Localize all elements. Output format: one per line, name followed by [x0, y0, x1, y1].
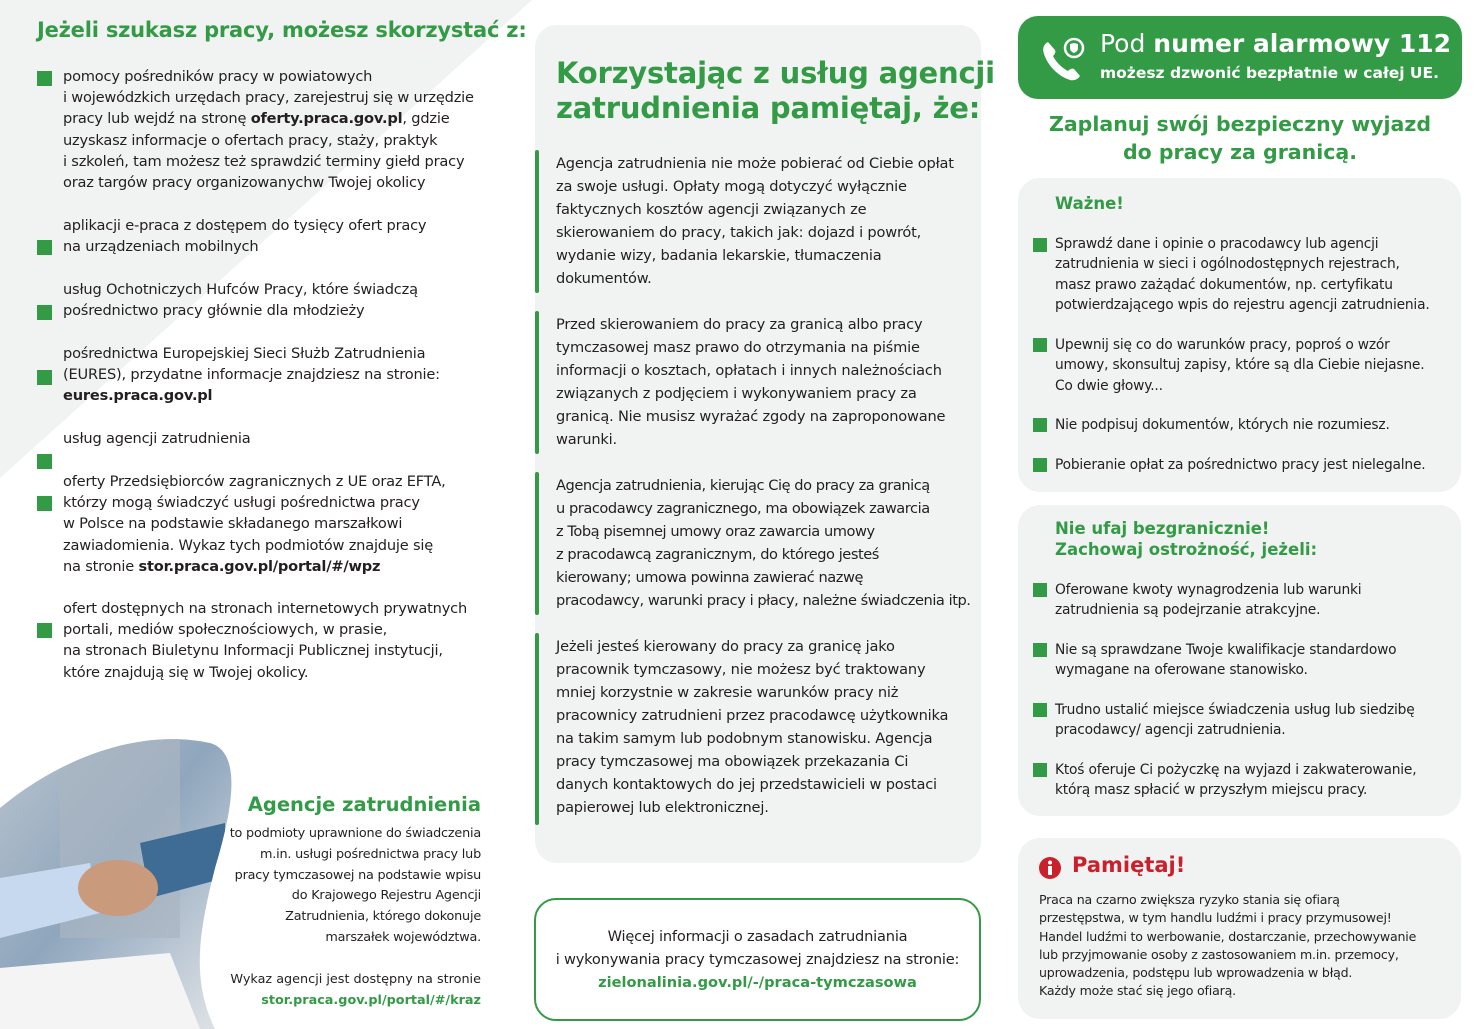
paragraph-accent-bar — [535, 472, 539, 615]
list-item: oferty Przedsiębiorców zagranicznych z UE oraz EFTA, którzy mogą świadczyć usługi pośrednictwa pracy w Polsce na podstawie składanego marszałkowi zawiadomienia. Wykaz tych podmiotów znajduje się na stronie stor.praca.gov.pl/portal/#/wpz — [63, 473, 446, 575]
paragraph-accent-bar — [535, 150, 539, 293]
link-oferty[interactable]: oferty.praca.gov.pl — [250, 110, 403, 128]
bullet-square-icon — [1033, 338, 1047, 352]
caution-item: Ktoś oferuje Ci pożyczkę na wyjazd i zakwaterowanie, którą masz spłacić w przyszłym miejscu pracy. — [1055, 762, 1417, 799]
paragraph-accent-bar — [535, 633, 539, 825]
list-item: usług agencji zatrudnienia — [63, 430, 251, 447]
emergency-banner — [1018, 16, 1462, 99]
bullet-square-icon — [37, 496, 52, 511]
bullet-square-icon — [37, 240, 52, 255]
rule-paragraph: Agencja zatrudnienia, kierując Cię do pracy za granicą u pracodawcy zagranicznego, ma obowiązek zawarcia z Tobą pisemnej umowy oraz zawarcia umowy z pracodawcą zagranicznym, do którego jesteś kierowany; umowa powinna zawierać nazwę pracodawcy, warunki pracy i płacy, należne świadczenia itp. — [556, 477, 971, 609]
rule-paragraph: Jeżeli jesteś kierowany do pracy za granicę jako pracownik tymczasowy, nie możesz być traktowany mniej korzystnie w zakresie warunków pracy niż pracownicy zatrudnieni przez pracodawcę użytkownika na takim samym lub podobnym stanowisku. Agencja pracy tymczasowej ma obowiązek przekazania Ci danych kontaktowych do jej przedstawicieli w postaci papierowej lub elektronicznej. — [556, 638, 949, 816]
list-item: pośrednictwa Europejskiej Sieci Służb Zatrudnienia (EURES), przydatne informacje znajdziesz na stronie: eures.praca.gov.pl — [63, 345, 440, 405]
rule-paragraph: Przed skierowaniem do pracy za granicą albo pracy tymczasowej masz prawo do otrzymania na piśmie informacji o kosztach, opłatach i innych należnościach związanych z podjęciem i wykonywaniem pracy za granicą. Nie musisz wyrażać zgody na zaproponowane warunki. — [556, 316, 946, 448]
important-item: Upewnij się co do warunków pracy, poproś o wzór umowy, skonsultuj zapisy, które są dla Ciebie niejasne. Co dwie głowy... — [1055, 337, 1425, 394]
list-item: usług Ochotniczych Hufców Pracy, które świadczą pośrednictwo pracy głównie dla młodzieży — [63, 281, 418, 320]
bullet-square-icon — [37, 454, 52, 469]
agencies-list-text: Wykaz agencji jest dostępny na stronie — [230, 972, 481, 987]
link-kraz[interactable]: stor.praca.gov.pl/portal/#/kraz — [261, 993, 481, 1008]
link-wpz[interactable]: stor.praca.gov.pl/portal/#/wpz — [138, 557, 381, 575]
agencies-title: Agencje zatrudnienia — [247, 793, 481, 816]
left-title: Jeżeli szukasz pracy, możesz skorzystać z: — [37, 18, 527, 42]
remember-body: Praca na czarno zwiększa ryzyko stania się ofiarą przestępstwa, w tym handlu ludźmi i pracy przymusowej! Handel ludźmi to werbowanie, dostarczanie, przechowywanie lub przyjmowanie osoby z zastosowaniem m.in. przemocy, uprowadzenia, podstępu lub wprowadzenia w błąd. Każdy może stać się jego ofiarą. — [1039, 892, 1417, 999]
important-item: Pobieranie opłat za pośrednictwo pracy jest nielegalne. — [1055, 457, 1426, 473]
bullet-square-icon — [37, 370, 52, 385]
bullet-square-icon — [1033, 703, 1047, 717]
bullet-square-icon — [1033, 418, 1047, 432]
caution-item: Trudno ustalić miejsce świadczenia usług lub siedzibę pracodawcy/ agencji zatrudnienia. — [1055, 702, 1415, 739]
agency-rules-title: Korzystając z usług agencji zatrudnienia pamiętaj, że: — [556, 56, 995, 125]
list-item: ofert dostępnych na stronach internetowych prywatnych portali, mediów społecznościowych, w prasie, na stronach Biuletynu Informacji Publicznej instytucji, które znajdują się w Twojej okolicy. — [63, 600, 468, 681]
more-info-text: Więcej informacji o zasadach zatrudniania i wykonywania pracy tymczasowej znajdziesz na stronie: — [555, 928, 960, 968]
bullet-square-icon — [1033, 643, 1047, 657]
bullet-square-icon — [1033, 458, 1047, 472]
bullet-square-icon — [37, 623, 52, 638]
more-info-box — [534, 898, 981, 1021]
bullet-square-icon — [37, 71, 52, 86]
link-zielonalinia[interactable]: zielonalinia.gov.pl/-/praca-tymczasowa — [598, 974, 917, 991]
important-item: Sprawdź dane i opinie o pracodawcy lub agencji zatrudnienia w sieci i ogólnodostępnych rejestrach, masz prawo zażądać dokumentów, np. certyfikatu potwierdzającego wpis do rejestru agencji zatrudnienia. — [1055, 236, 1430, 313]
emergency-subtitle: możesz dzwonić bezpłatnie w całej UE. — [1100, 64, 1439, 82]
caution-title: Nie ufaj bezgranicznie! Zachowaj ostrożność, jeżeli: — [1055, 519, 1318, 559]
agencies-description: to podmioty uprawnione do świadczenia m.in. usługi pośrednictwa pracy lub pracy tymczasowej na podstawie wpisu do Krajowego Rejestru Agencji Zatrudnienia, którego dokonuje marszałek województwa. — [229, 826, 481, 945]
remember-title: Pamiętaj! — [1072, 853, 1186, 877]
list-item: pomocy pośredników pracy w powiatowych i wojewódzkich urzędach pracy, zarejestruj się w urzędzie pracy lub wejdź na stronę oferty.praca.gov.pl, gdzie uzyskasz informacje o ofertach pracy, staży, praktyk i szkoleń, tam możesz też sprawdzić terminy giełd pracy oraz targów pracy organizowanychw Twojej okolicy — [63, 68, 474, 192]
list-item: aplikacji e-praca z dostępem do tysięcy ofert pracy na urządzeniach mobilnych — [63, 217, 427, 256]
important-title: Ważne! — [1055, 194, 1124, 213]
bullet-square-icon — [37, 305, 52, 320]
caution-item: Oferowane kwoty wynagrodzenia lub warunki zatrudnienia są podejrzanie atrakcyjne. — [1055, 582, 1362, 619]
paragraph-accent-bar — [535, 311, 539, 454]
info-alert-icon — [1038, 856, 1062, 880]
important-item: Nie podpisuj dokumentów, których nie rozumiesz. — [1055, 417, 1390, 433]
rule-paragraph: Agencja zatrudnienia nie może pobierać od Ciebie opłat za swoje usługi. Opłaty mogą dotyczyć wyłącznie faktycznych kosztów agencji związanych ze skierowaniem do pracy, takich jak: dojazd i powrót, wydanie wizy, badania lekarskie, tłumaczenia dokumentów. — [556, 155, 954, 287]
caution-item: Nie są sprawdzane Twoje kwalifikacje standardowo wymagane na oferowane stanowisko. — [1055, 642, 1397, 679]
plan-trip-subtitle: Zaplanuj swój bezpieczny wyjazd do pracy za granicą. — [1048, 112, 1432, 164]
bullet-square-icon — [1033, 583, 1047, 597]
link-eures[interactable]: eures.praca.gov.pl — [63, 387, 213, 405]
bullet-square-icon — [1033, 763, 1047, 777]
phone-shield-icon — [1040, 36, 1088, 84]
bullet-square-icon — [1033, 238, 1047, 252]
emergency-title: Pod numer alarmowy 112 — [1100, 29, 1452, 58]
